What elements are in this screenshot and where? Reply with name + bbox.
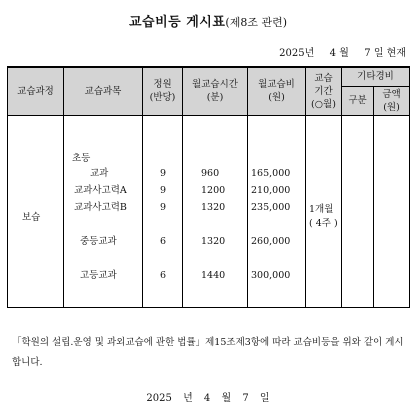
period-cell xyxy=(306,115,342,307)
subject-cell xyxy=(64,115,143,307)
period-value: 1개월 xyxy=(309,203,334,215)
course-cell xyxy=(8,115,64,307)
posting-year: 2025년 xyxy=(279,48,315,59)
other-type-cell xyxy=(342,115,374,307)
title-sub: (제8조 관련) xyxy=(225,16,288,29)
signing-day-num: 7 xyxy=(242,393,249,404)
signing-date xyxy=(0,389,416,404)
header-other-type: 구분 xyxy=(342,86,374,115)
period-note: ( 4주 ) xyxy=(309,217,338,229)
subject-row-2: 교과사고력A xyxy=(74,184,127,196)
notice-text: 「학원의 설립.운영 및 과외교습에 관한 법률」제15조제3항에 따라 교습비등을 위와 같이 게시합니다. xyxy=(12,337,404,368)
signing-month-unit: 월 xyxy=(221,393,232,404)
header-subject: 교습과목 xyxy=(64,67,143,115)
signing-year-unit: 년 xyxy=(183,393,193,404)
subject-group-label: 초등 xyxy=(72,152,91,164)
capacity-row-4: 6 xyxy=(160,235,167,247)
page-title xyxy=(0,11,416,30)
course-name: 보습 xyxy=(22,211,41,223)
posting-month-unit: 월 xyxy=(339,48,349,59)
hours-row-4: 1320 xyxy=(201,235,226,247)
subject-row-4: 중등교과 xyxy=(80,235,117,247)
posting-date xyxy=(279,44,406,59)
subject-row-1: 교과 xyxy=(90,167,109,179)
fee-row-4: 260,000 xyxy=(251,235,291,247)
hours-row-1: 960 xyxy=(201,167,220,179)
header-hours: 월교습시간 (분) xyxy=(183,67,248,115)
hours-row-3: 1320 xyxy=(201,201,226,213)
fee-row-3: 235,000 xyxy=(251,201,291,213)
hours-row-5: 1440 xyxy=(201,269,226,281)
fee-row-1: 165,000 xyxy=(251,167,291,179)
signing-month-num: 4 xyxy=(203,393,211,404)
capacity-cell xyxy=(143,115,183,307)
subject-row-3: 교과사고력B xyxy=(74,201,127,213)
posting-day-unit: 일 xyxy=(373,48,384,59)
title-main: 교습비등 게시표 xyxy=(128,15,226,30)
posting-suffix: 현재 xyxy=(386,48,406,59)
capacity-row-1: 9 xyxy=(160,167,167,179)
capacity-row-5: 6 xyxy=(160,269,167,281)
header-course: 교습과정 xyxy=(8,67,64,115)
header-other-amount: 금액 (원) xyxy=(374,86,410,115)
fee-row-5: 300,000 xyxy=(251,269,291,281)
signing-day-unit: 일 xyxy=(259,393,270,404)
subject-row-5: 고등교과 xyxy=(80,269,117,281)
hours-row-2: 1200 xyxy=(201,184,226,196)
posting-day-num: 7 xyxy=(364,48,371,59)
capacity-row-3: 9 xyxy=(160,201,167,213)
other-amount-cell xyxy=(374,115,410,307)
header-other: 기타경비 xyxy=(342,67,410,86)
capacity-row-2: 9 xyxy=(160,184,167,196)
header-period: 교습 기간 (○월) xyxy=(306,67,342,115)
header-capacity: 정원 (반당) xyxy=(143,67,183,115)
posting-month-num: 4 xyxy=(329,48,337,59)
header-fee: 월교습비 (원) xyxy=(248,67,306,115)
fee-row-2: 210,000 xyxy=(251,184,291,196)
fee-table xyxy=(7,66,410,308)
hours-cell xyxy=(183,115,248,307)
fee-cell xyxy=(248,115,306,307)
signing-year: 2025 xyxy=(146,393,172,404)
